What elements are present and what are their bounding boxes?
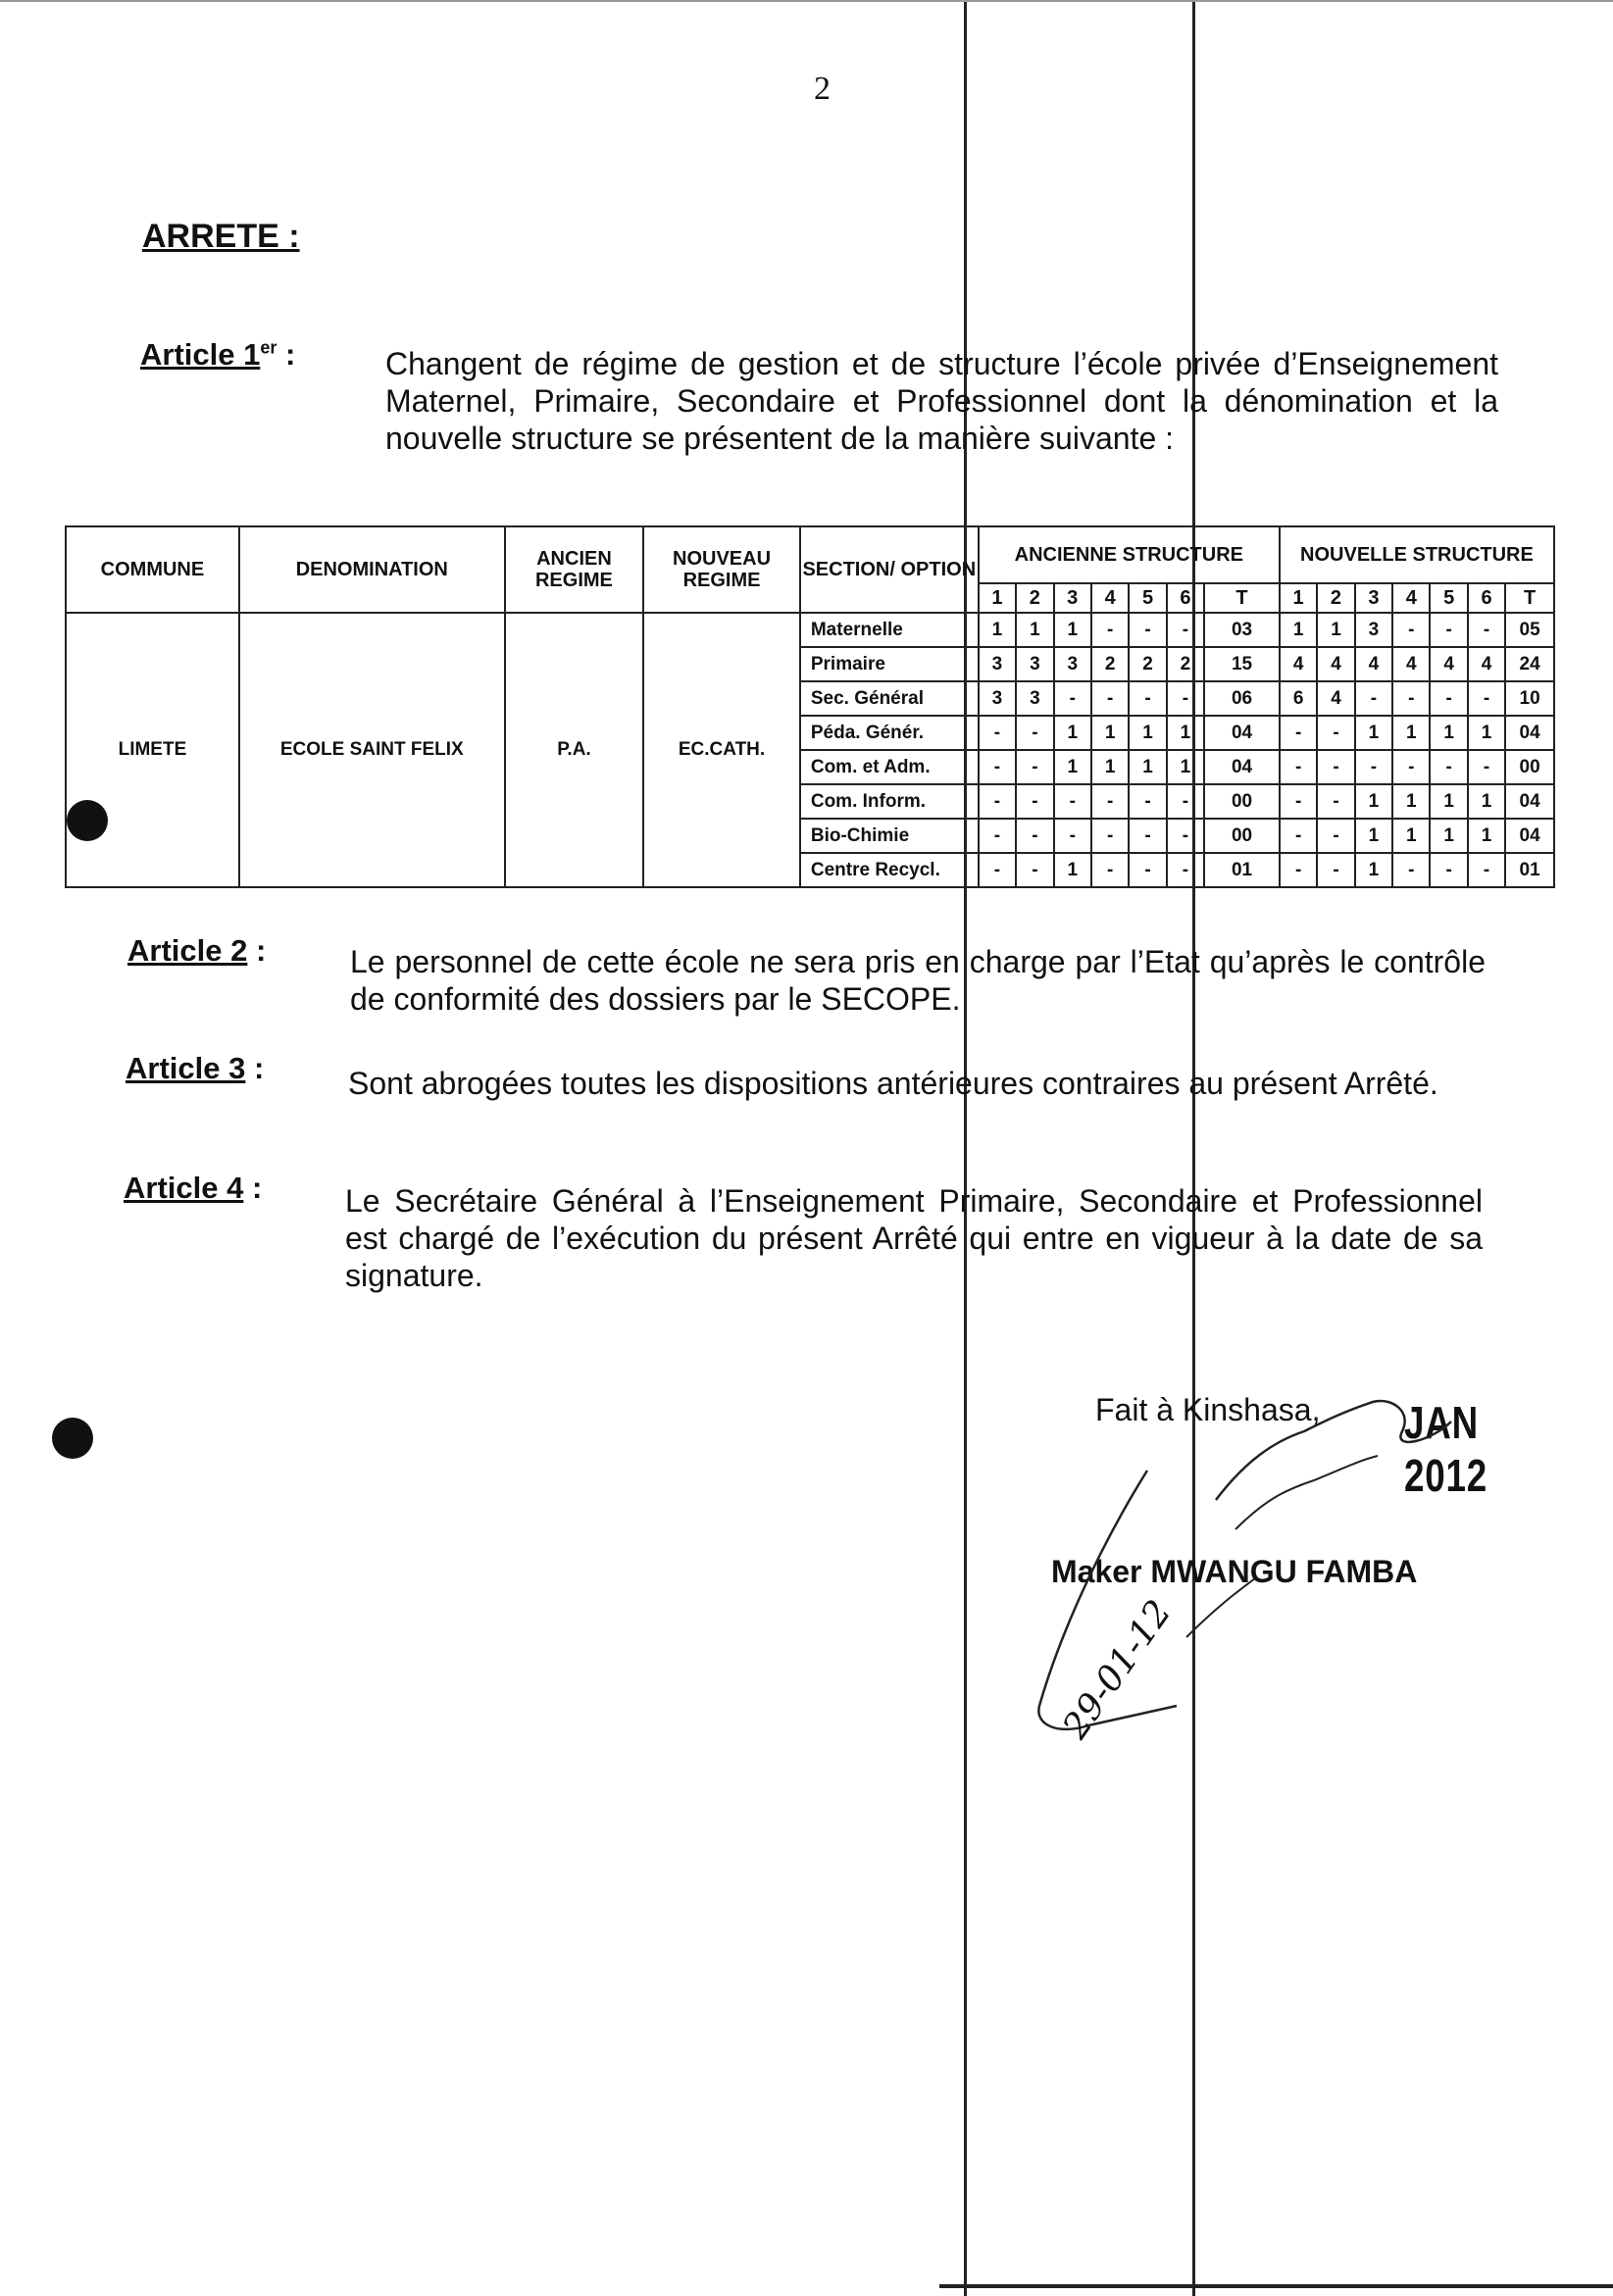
new-cell: -: [1355, 750, 1392, 784]
article-3-label-text: Article 3: [126, 1051, 246, 1085]
article-1-label: [140, 337, 295, 373]
old-cell: 1: [1054, 716, 1091, 750]
old-cell: -: [1129, 853, 1166, 887]
school-ancien-regime: P.A.: [505, 613, 643, 887]
new-cell: -: [1392, 853, 1430, 887]
section-name: Primaire: [800, 647, 979, 681]
article-4-label-text: Article 4: [124, 1171, 244, 1205]
new-cell: 1: [1430, 819, 1467, 853]
old-cell: 1: [1167, 716, 1204, 750]
new-year-1: 1: [1280, 583, 1317, 613]
new-total-cell: 24: [1505, 647, 1554, 681]
old-cell: -: [1054, 819, 1091, 853]
old-year-6: 6: [1167, 583, 1204, 613]
new-cell: 3: [1355, 613, 1392, 647]
old-total-cell: 00: [1204, 784, 1280, 819]
new-cell: 4: [1280, 647, 1317, 681]
old-cell: -: [1167, 613, 1204, 647]
old-cell: 1: [1054, 853, 1091, 887]
old-total-cell: 03: [1204, 613, 1280, 647]
school-commune: LIMETE: [66, 613, 239, 887]
section-name: Sec. Général: [800, 681, 979, 716]
section-name: Péda. Génér.: [800, 716, 979, 750]
old-cell: -: [1054, 784, 1091, 819]
new-cell: -: [1392, 750, 1430, 784]
new-cell: -: [1430, 853, 1467, 887]
old-cell: -: [1167, 784, 1204, 819]
new-cell: -: [1468, 750, 1505, 784]
old-total-cell: 01: [1204, 853, 1280, 887]
new-cell: -: [1430, 613, 1467, 647]
new-cell: -: [1317, 716, 1354, 750]
new-total: T: [1505, 583, 1554, 613]
date-stamp: JAN 2012: [1404, 1397, 1488, 1501]
new-cell: 1: [1355, 716, 1392, 750]
scan-bottom-edge: [939, 2284, 1613, 2288]
new-cell: 4: [1355, 647, 1392, 681]
old-cell: -: [1091, 784, 1129, 819]
old-year-1: 1: [979, 583, 1016, 613]
new-cell: 1: [1392, 716, 1430, 750]
new-cell: 1: [1355, 784, 1392, 819]
old-cell: -: [1167, 681, 1204, 716]
new-total-cell: 05: [1505, 613, 1554, 647]
new-cell: 1: [1468, 716, 1505, 750]
signature-place: Fait à Kinshasa,: [1095, 1392, 1321, 1427]
new-cell: 1: [1468, 784, 1505, 819]
old-cell: 1: [1129, 750, 1166, 784]
old-cell: 3: [979, 647, 1016, 681]
article-3-label-colon: :: [245, 1051, 265, 1085]
article-2-label: [127, 933, 266, 969]
new-year-5: 5: [1430, 583, 1467, 613]
old-cell: 2: [1091, 647, 1129, 681]
old-total-cell: 04: [1204, 716, 1280, 750]
old-year-5: 5: [1129, 583, 1166, 613]
new-total-cell: 04: [1505, 819, 1554, 853]
new-cell: -: [1392, 681, 1430, 716]
old-cell: -: [1167, 853, 1204, 887]
new-cell: 4: [1317, 681, 1354, 716]
new-total-cell: 00: [1505, 750, 1554, 784]
school-denomination: ECOLE SAINT FELIX: [239, 613, 505, 887]
new-cell: -: [1280, 784, 1317, 819]
signer-name: Maker MWANGU FAMBA: [1051, 1554, 1418, 1589]
new-cell: 1: [1280, 613, 1317, 647]
article-4-text: Le Secrétaire Général à l’Enseignement Primaire, Secondaire et Professionnel est chargé de l’exécution du présent Arrêté qui entre en vigueur à la date de sa signature.: [345, 1183, 1483, 1293]
old-cell: 1: [1129, 716, 1166, 750]
new-cell: -: [1280, 819, 1317, 853]
old-cell: -: [1016, 819, 1053, 853]
old-cell: 1: [1016, 613, 1053, 647]
new-cell: 1: [1468, 819, 1505, 853]
new-cell: -: [1430, 750, 1467, 784]
decree-heading: ARRETE :: [142, 218, 300, 255]
old-cell: -: [1091, 613, 1129, 647]
old-cell: 1: [1091, 716, 1129, 750]
new-total-cell: 04: [1505, 784, 1554, 819]
table-header-row: [66, 526, 1554, 583]
article-4-label-colon: :: [243, 1171, 263, 1205]
old-cell: -: [1167, 819, 1204, 853]
article-1-label-colon: :: [277, 337, 296, 372]
old-total-cell: 00: [1204, 819, 1280, 853]
new-cell: 4: [1392, 647, 1430, 681]
new-cell: -: [1317, 750, 1354, 784]
new-cell: -: [1468, 613, 1505, 647]
old-cell: -: [1129, 784, 1166, 819]
article-1-label-text: Article 1: [140, 337, 261, 372]
article-3-label: [126, 1051, 264, 1086]
old-cell: 1: [979, 613, 1016, 647]
header-commune: COMMUNE: [66, 526, 239, 613]
new-cell: 4: [1430, 647, 1467, 681]
header-denomination: DENOMINATION: [239, 526, 505, 613]
new-cell: 1: [1317, 613, 1354, 647]
old-total-cell: 15: [1204, 647, 1280, 681]
article-2-label-text: Article 2: [127, 933, 248, 968]
new-cell: -: [1280, 853, 1317, 887]
old-cell: 2: [1129, 647, 1166, 681]
header-nouveau-regime: NOUVEAU REGIME: [643, 526, 800, 613]
old-total-cell: 06: [1204, 681, 1280, 716]
old-cell: -: [979, 716, 1016, 750]
article-3-text: Sont abrogées toutes les dispositions antérieures contraires au présent Arrêté.: [348, 1066, 1438, 1101]
old-cell: 1: [1167, 750, 1204, 784]
header-section-option: SECTION/ OPTION: [800, 526, 979, 613]
new-total-cell: 04: [1505, 716, 1554, 750]
page-number: 2: [814, 71, 831, 107]
new-cell: 1: [1430, 784, 1467, 819]
old-cell: 3: [1016, 681, 1053, 716]
old-year-2: 2: [1016, 583, 1053, 613]
old-cell: 1: [1091, 750, 1129, 784]
new-cell: -: [1280, 716, 1317, 750]
new-cell: 1: [1430, 716, 1467, 750]
new-cell: 1: [1392, 784, 1430, 819]
header-ancien-regime: ANCIEN REGIME: [505, 526, 643, 613]
table-row: [66, 613, 1554, 647]
new-total-cell: 10: [1505, 681, 1554, 716]
new-year-3: 3: [1355, 583, 1392, 613]
old-cell: -: [1091, 853, 1129, 887]
old-year-4: 4: [1091, 583, 1129, 613]
article-2-label-colon: :: [247, 933, 267, 968]
new-cell: -: [1317, 819, 1354, 853]
new-cell: -: [1468, 853, 1505, 887]
section-name: Maternelle: [800, 613, 979, 647]
old-cell: 3: [1054, 647, 1091, 681]
new-cell: -: [1317, 853, 1354, 887]
old-cell: -: [979, 784, 1016, 819]
punch-hole-mark: [52, 1418, 93, 1459]
scan-top-edge: [0, 0, 1613, 2]
old-year-3: 3: [1054, 583, 1091, 613]
new-cell: 4: [1317, 647, 1354, 681]
old-total-cell: 04: [1204, 750, 1280, 784]
school-structure-table: [65, 525, 1555, 888]
new-year-6: 6: [1468, 583, 1505, 613]
new-cell: -: [1280, 750, 1317, 784]
old-total: T: [1204, 583, 1280, 613]
old-cell: 1: [1054, 613, 1091, 647]
old-cell: -: [1129, 819, 1166, 853]
section-name: Centre Recycl.: [800, 853, 979, 887]
new-year-2: 2: [1317, 583, 1354, 613]
old-cell: -: [979, 819, 1016, 853]
old-cell: -: [1054, 681, 1091, 716]
header-nouvelle-structure: NOUVELLE STRUCTURE: [1280, 526, 1554, 583]
article-1-text: Changent de régime de gestion et de structure l’école privée d’Enseignement Maternel, Primaire, Secondaire et Professionnel dont la dénomination et la nouvelle structure se présentent de la manière suivante :: [385, 346, 1498, 456]
section-name: Bio-Chimie: [800, 819, 979, 853]
old-cell: -: [1016, 853, 1053, 887]
header-ancienne-structure: ANCIENNE STRUCTURE: [979, 526, 1280, 583]
new-cell: 6: [1280, 681, 1317, 716]
new-cell: 1: [1355, 853, 1392, 887]
new-cell: -: [1317, 784, 1354, 819]
old-cell: -: [1016, 716, 1053, 750]
old-cell: -: [1091, 819, 1129, 853]
old-cell: -: [979, 750, 1016, 784]
new-cell: -: [1468, 681, 1505, 716]
new-cell: 1: [1355, 819, 1392, 853]
new-cell: -: [1392, 613, 1430, 647]
new-cell: 1: [1392, 819, 1430, 853]
old-cell: -: [1016, 784, 1053, 819]
old-cell: 3: [979, 681, 1016, 716]
article-2-text: Le personnel de cette école ne sera pris en charge par l’Etat qu’après le contrôle de conformité des dossiers par le SECOPE.: [350, 944, 1486, 1017]
old-cell: -: [1129, 613, 1166, 647]
new-cell: -: [1430, 681, 1467, 716]
article-4-label: [124, 1171, 262, 1206]
section-name: Com. Inform.: [800, 784, 979, 819]
handwritten-date: 29-01-12: [1055, 1592, 1180, 1746]
old-cell: -: [979, 853, 1016, 887]
new-year-4: 4: [1392, 583, 1430, 613]
school-nouveau-regime: EC.CATH.: [643, 613, 800, 887]
new-cell: 4: [1468, 647, 1505, 681]
section-name: Com. et Adm.: [800, 750, 979, 784]
new-cell: -: [1355, 681, 1392, 716]
old-cell: -: [1129, 681, 1166, 716]
old-cell: 1: [1054, 750, 1091, 784]
old-cell: 2: [1167, 647, 1204, 681]
new-total-cell: 01: [1505, 853, 1554, 887]
article-1-label-sup: er: [260, 337, 277, 358]
old-cell: 3: [1016, 647, 1053, 681]
old-cell: -: [1091, 681, 1129, 716]
old-cell: -: [1016, 750, 1053, 784]
